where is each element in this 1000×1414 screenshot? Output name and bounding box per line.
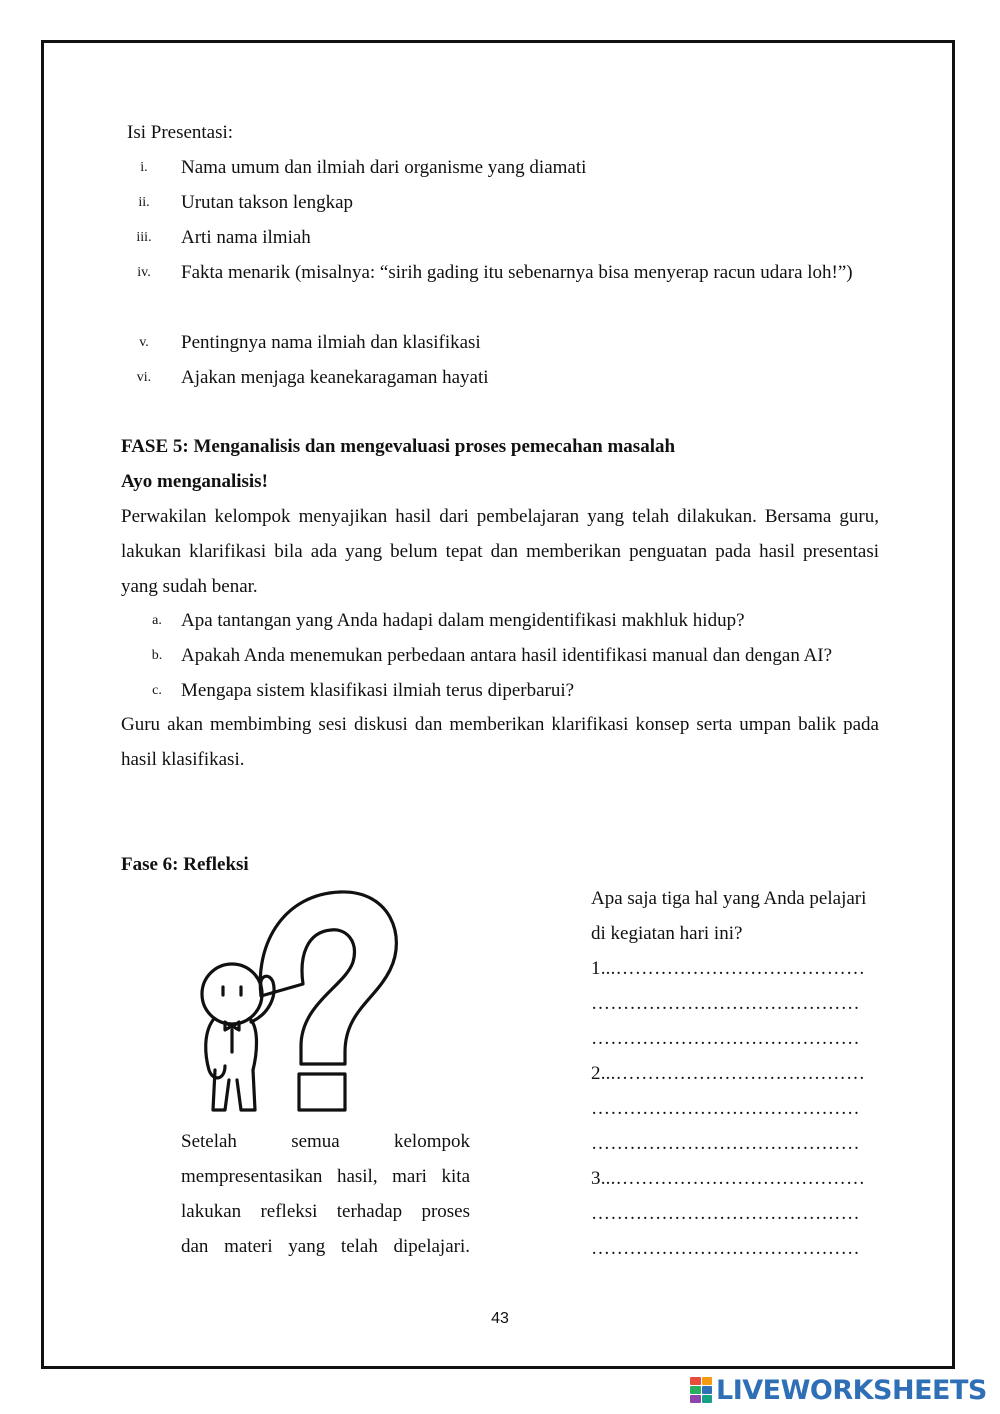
list-number: ii. <box>138 195 150 210</box>
presentation-heading: Isi Presentasi: <box>127 122 234 143</box>
list-number: iii. <box>136 230 152 245</box>
list-item: Arti nama ilmiah <box>181 227 311 248</box>
answer-line[interactable]: 2...………………………………… <box>591 1063 866 1084</box>
reflection-prompt: Apa saja tiga hal yang Anda pelajari di kegiatan hari ini? <box>591 888 867 944</box>
watermark-text: LIVEWORKSHEETS <box>716 1374 987 1406</box>
page-number: 43 <box>491 1310 509 1327</box>
list-item: Pentingnya nama ilmiah dan klasifikasi <box>181 332 481 353</box>
list-number: v. <box>139 335 149 350</box>
answer-line[interactable]: …………………………………… <box>591 1133 860 1154</box>
reflection-line: dan materi yang telah dipelajari. <box>181 1236 470 1257</box>
reflection-line: mempresentasikan hasil, mari kita <box>181 1166 470 1187</box>
answer-line[interactable]: …………………………………… <box>591 1203 860 1224</box>
list-item: Ajakan menjaga keanekaragaman hayati <box>181 367 489 388</box>
answer-line[interactable]: …………………………………… <box>591 1098 860 1119</box>
fase5-closing: Guru akan membimbing sesi diskusi dan memberikan klarifikasi konsep serta umpan balik pada hasil klasifikasi. <box>121 714 879 770</box>
answer-line[interactable]: 1...………………………………… <box>591 958 866 979</box>
answer-line[interactable]: 3...………………………………… <box>591 1168 866 1189</box>
question-mark-icon <box>260 892 396 1064</box>
list-number: i. <box>140 160 148 175</box>
reflection-line: Setelah semua kelompok <box>181 1131 470 1152</box>
answer-line[interactable]: …………………………………… <box>591 1028 860 1049</box>
list-item: Fakta menarik (misalnya: “sirih gading itu sebenarnya bisa menyerap racun udara loh!”) <box>181 262 853 283</box>
question-item: Mengapa sistem klasifikasi ilmiah terus diperbarui? <box>181 680 575 701</box>
question-letter: a. <box>152 613 162 628</box>
list-number: iv. <box>137 265 151 280</box>
liveworksheets-logo-icon <box>690 1377 712 1403</box>
fase5-subtitle: Ayo menganalisis! <box>121 471 268 492</box>
thinking-person-illustration <box>185 884 405 1124</box>
question-letter: b. <box>151 648 163 663</box>
fase5-intro: Perwakilan kelompok menyajikan hasil dari pembelajaran yang telah dilakukan. Bersama guru, lakukan klarifikasi bila ada yang belum tepat dan memberikan penguatan pada hasil presentasi yang sudah benar. <box>121 506 879 597</box>
fase5-title: FASE 5: Menganalisis dan mengevaluasi proses pemecahan masalah <box>121 436 676 457</box>
answer-line[interactable]: …………………………………… <box>591 993 860 1014</box>
list-number: vi. <box>136 370 152 385</box>
question-item: Apakah Anda menemukan perbedaan antara hasil identifikasi manual dan dengan AI? <box>181 645 833 666</box>
fase6-title: Fase 6: Refleksi <box>121 854 249 875</box>
list-item: Urutan takson lengkap <box>181 192 354 213</box>
list-item: Nama umum dan ilmiah dari organisme yang diamati <box>181 157 587 178</box>
reflection-text <box>181 1124 470 1264</box>
question-letter: c. <box>152 683 162 698</box>
reflection-line: lakukan refleksi terhadap proses <box>181 1201 470 1222</box>
question-item: Apa tantangan yang Anda hadapi dalam mengidentifikasi makhluk hidup? <box>181 610 745 631</box>
liveworksheets-watermark <box>690 1374 987 1406</box>
answer-line[interactable]: …………………………………… <box>591 1238 860 1259</box>
